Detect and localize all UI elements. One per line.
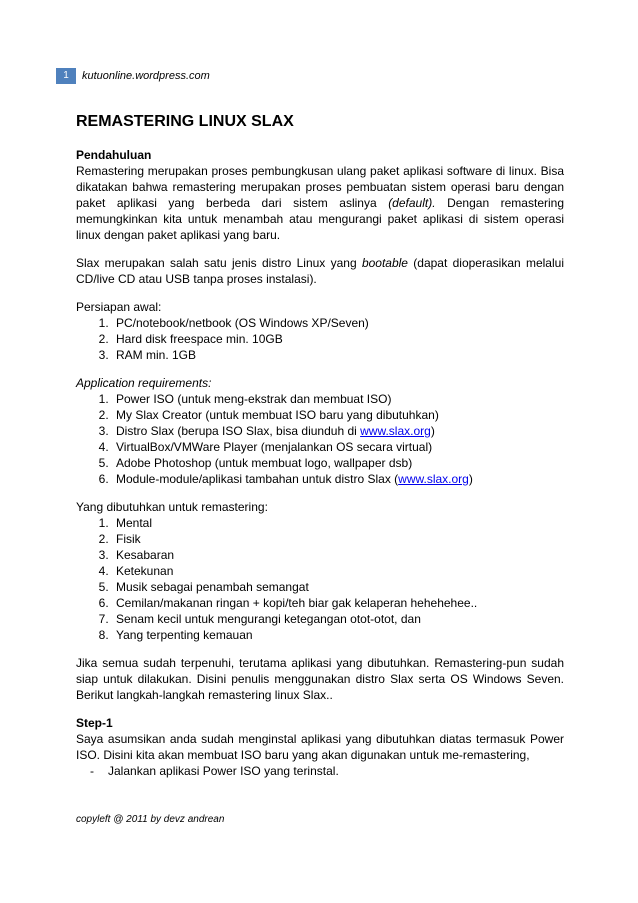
app-req-label: Application requirements:	[76, 376, 212, 390]
slax-link[interactable]: www.slax.org	[398, 472, 469, 486]
step1-list	[76, 763, 564, 779]
list-item: 2. My Slax Creator (untuk membuat ISO baru yang dibutuhkan)	[112, 407, 564, 423]
section-heading-pendahuluan: Pendahuluan	[76, 148, 152, 162]
list-item: 1. Power ISO (untuk meng-ekstrak dan membuat ISO)	[112, 391, 564, 407]
paragraph-slax: Slax merupakan salah satu jenis distro Linux yang bootable (dapat dioperasikan melalui CD/live CD atau USB tanpa proses instalasi).	[76, 256, 564, 286]
persiapan-label: Persiapan awal:	[76, 300, 162, 314]
persiapan-list	[76, 315, 564, 363]
list-item: 6. Cemilan/makanan ringan + kopi/teh biar gak kelaperan hehehehee..	[112, 595, 564, 611]
list-item: 2. Hard disk freespace min. 10GB	[112, 331, 564, 347]
list-item: - Jalankan aplikasi Power ISO yang terinstal.	[90, 763, 564, 779]
page-header	[56, 68, 576, 84]
list-item: 5. Adobe Photoshop (untuk membuat logo, wallpaper dsb)	[112, 455, 564, 471]
paragraph-step1: Saya asumsikan anda sudah menginstal aplikasi yang dibutuhkan diatas termasuk Power ISO. Disini kita akan membuat ISO baru yang akan digunakan untuk me-remastering,	[76, 732, 564, 762]
slax-link[interactable]: www.slax.org	[360, 424, 431, 438]
document-body	[76, 112, 564, 779]
list-item: 5. Musik sebagai penambah semangat	[112, 579, 564, 595]
dibutuhkan-label: Yang dibutuhkan untuk remastering:	[76, 500, 268, 514]
dibutuhkan-list	[76, 515, 564, 643]
page-footer: copyleft @ 2011 by devz andrean	[76, 814, 225, 825]
paragraph-intro: Remastering merupakan proses pembungkusan ulang paket aplikasi software di linux. Bisa dikatakan bahwa remastering merupakan proses pembuatan sistem operasi baru dengan paket aplikasi yang berbeda dari sistem aslinya (default). Dengan remastering memungkinkan kita untuk menambah atau mengurangi paket aplikasi di sistem operasi linux dengan paket aplikasi yang baru.	[76, 164, 564, 242]
list-item: 3. Kesabaran	[112, 547, 564, 563]
list-item: 7. Senam kecil untuk mengurangi ketegangan otot-otot, dan	[112, 611, 564, 627]
section-heading-step1: Step-1	[76, 716, 113, 730]
list-item: 2. Fisik	[112, 531, 564, 547]
document-title: REMASTERING LINUX SLAX	[76, 113, 294, 130]
list-item: 3. RAM min. 1GB	[112, 347, 564, 363]
list-item: 1. PC/notebook/netbook (OS Windows XP/Seven)	[112, 315, 564, 331]
list-item: 6. Module-module/aplikasi tambahan untuk distro Slax (www.slax.org)	[112, 471, 564, 487]
list-item: 8. Yang terpenting kemauan	[112, 627, 564, 643]
list-item: 4. Ketekunan	[112, 563, 564, 579]
header-site: kutuonline.wordpress.com	[82, 70, 210, 82]
app-req-list	[76, 391, 564, 487]
list-item: 1. Mental	[112, 515, 564, 531]
list-item: 4. VirtualBox/VMWare Player (menjalankan OS secara virtual)	[112, 439, 564, 455]
paragraph-closing: Jika semua sudah terpenuhi, terutama aplikasi yang dibutuhkan. Remastering-pun sudah siap untuk dilakukan. Disini penulis menggunakan distro Slax serta OS Windows Seven. Berikut langkah-langkah remastering linux Slax..	[76, 656, 564, 702]
list-item: 3. Distro Slax (berupa ISO Slax, bisa diunduh di www.slax.org)	[112, 423, 564, 439]
page-number: 1	[56, 68, 76, 84]
